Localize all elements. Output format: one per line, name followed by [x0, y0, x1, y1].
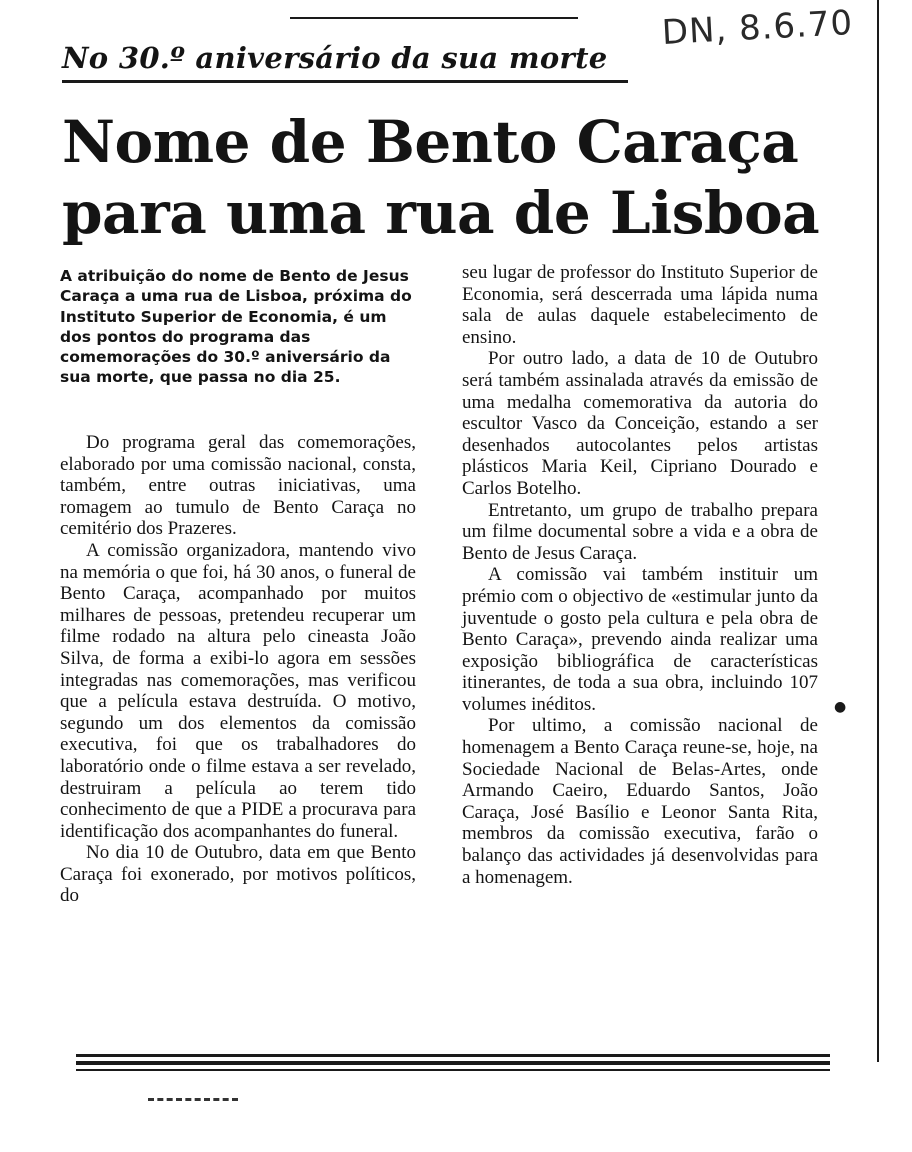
- right-paragraph: Entretanto, um grupo de trabalho prepara um filme documental sobre a vida e a obra de Bento de Jesus Caraça.: [462, 499, 818, 564]
- margin-mark-icon: ●: [834, 699, 847, 715]
- kicker-line: No 30.º aniversário da sua morte: [62, 41, 608, 75]
- headline-line-1: Nome de Bento Caraça: [62, 108, 799, 176]
- left-column: [60, 432, 416, 907]
- lede-paragraph: A atribuição do nome de Bento de Jesus Caraça a uma rua de Lisboa, próxima do Instituto Superior de Economia, é um dos pontos do programa das comemorações do 30.º aniversário da sua morte, que passa no dia 25.: [60, 267, 412, 387]
- right-paragraph: A comissão vai também instituir um prémio com o objectivo de «estimular junto da juventude o gosto pela cultura e pela obra de Bento Caraça», prevendo ainda realizar uma exposição bibliográfica de características itinerantes, de toda a sua obra, incluindo 107 volumes inéditos.: [462, 564, 818, 715]
- left-paragraph: A comissão organizadora, mantendo vivo na memória o que foi, há 30 anos, o funeral de Bento Caraça, acompanhado por muitos milhares de pessoas, pretendeu recuperar um filme rodado na altura pelo cineasta João Silva, de forma a exibi-lo agora em sessões integradas nas comemorações, mas verificou que a película estava destruída. O motivo, segundo um dos elementos da comissão executiva, foi que os trabalhadores do laboratório onde o filme estava a ser revelado, destruiram a película ao terem tido conhecimento de que a PIDE a procurava para identificação dos acompanhantes do funeral.: [60, 539, 416, 842]
- left-paragraph: No dia 10 de Outubro, data em que Bento Caraça foi exonerado, por motivos políticos, do: [60, 842, 416, 907]
- bottom-rule-2: [76, 1061, 830, 1065]
- right-edge-border: [877, 0, 879, 1062]
- bottom-rule-1: [76, 1054, 830, 1057]
- right-paragraph: Por ultimo, a comissão nacional de homenagem a Bento Caraça reune-se, hoje, na Sociedade Nacional de Belas-Artes, onde Armando Caeiro, Eduardo Santos, João Caraça, José Basílio e Leonor Santa Rita, membros da comissão executiva, farão o balanço das actividades já desenvolvidas para a homenagem.: [462, 715, 818, 888]
- right-paragraph: Por outro lado, a data de 10 de Outubro será também assinalada através da emissão de uma medalha comemorativa da autoria do escultor Vasco da Conceição, estando a ser desenhados autocolantes pelos artistas plásticos Maria Keil, Cipriano Dourado e Carlos Botelho.: [462, 348, 818, 499]
- right-column: [462, 262, 818, 888]
- top-rule: [290, 17, 578, 19]
- kicker-underline: [62, 80, 628, 83]
- bottom-rule-3: [76, 1069, 830, 1071]
- handwritten-date-note: DN, 8.6.70: [660, 2, 855, 53]
- headline-line-2: para uma rua de Lisboa: [62, 179, 820, 247]
- right-paragraph: seu lugar de professor do Instituto Superior de Economia, será descerrada uma lápida numa sala de aulas daquele estabelecimento de ensino.: [462, 262, 818, 348]
- footer-dash: [148, 1098, 238, 1109]
- left-paragraph: Do programa geral das comemorações, elaborado por uma comissão nacional, consta, também, entre outras iniciativas, uma romagem ao tumulo de Bento Caraça no cemitério dos Prazeres.: [60, 432, 416, 540]
